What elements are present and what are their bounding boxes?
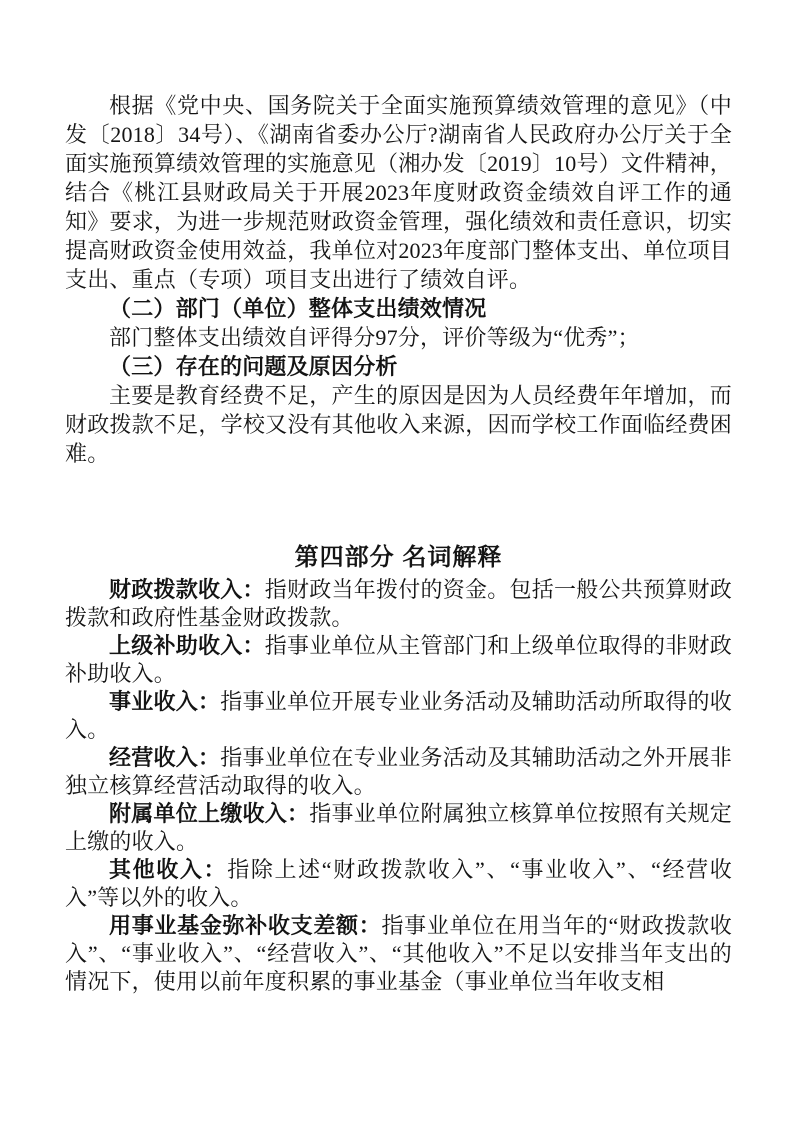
definition-item bbox=[65, 688, 732, 744]
section-title-part4: 第四部分 名词解释 bbox=[294, 544, 503, 571]
definition-item bbox=[65, 576, 732, 632]
definition-text: 指事业单位从主管部门和上级单位取得的非财政补助收入。 bbox=[65, 633, 732, 686]
definition-item bbox=[65, 912, 732, 996]
definition-item bbox=[65, 800, 732, 856]
definition-term: 事业收入： bbox=[109, 689, 221, 714]
definitions-list bbox=[65, 576, 732, 996]
definition-term: 经营收入： bbox=[109, 745, 221, 770]
definition-item bbox=[65, 744, 732, 800]
definition-term: 附属单位上缴收入： bbox=[109, 801, 310, 826]
page-content bbox=[65, 91, 732, 996]
definition-text: 指事业单位附属独立核算单位按照有关规定上缴的收入。 bbox=[65, 801, 732, 854]
definition-text: 指除上述“财政拨款收入”、“事业收入”、“经营收入”等以外的收入。 bbox=[65, 857, 732, 910]
definition-item bbox=[65, 632, 732, 688]
definition-term: 用事业基金弥补收支差额： bbox=[109, 913, 382, 938]
intro-paragraph: 根据《党中央、国务院关于全面实施预算绩效管理的意见》（中发〔2018〕34号）、《湖南省委办公厅?湖南省人民政府办公厅关于全面实施预算绩效管理的实施意见（湘办发〔2019〕10号）文件精神，结合《桃江县财政局关于开展2023年度财政资金绩效自评工作的通知》要求，为进一步规范财政资金管理，强化绩效和责任意识，切实提高财政资金使用效益，我单位对2023年度部门整体支出、单位项目支出、重点（专项）项目支出进行了绩效自评。 bbox=[65, 93, 732, 292]
problems-analysis-paragraph: 主要是教育经费不足，产生的原因是因为人员经费年年增加，而财政拨款不足，学校又没有其他收入来源，因而学校工作面临经费困难。 bbox=[65, 383, 732, 466]
definition-term: 财政拨款收入： bbox=[109, 577, 265, 602]
definition-text: 指事业单位开展专业业务活动及辅助活动所取得的收入。 bbox=[65, 689, 732, 742]
overall-performance-paragraph: 部门整体支出绩效自评得分97分，评价等级为“优秀”； bbox=[109, 325, 640, 350]
definition-text: 指事业单位在专业业务活动及其辅助活动之外开展非独立核算经营活动取得的收入。 bbox=[65, 745, 732, 798]
definition-term: 上级补助收入： bbox=[109, 633, 265, 658]
definition-text: 指财政当年拨付的资金。包括一般公共预算财政拨款和政府性基金财政拨款。 bbox=[65, 577, 732, 630]
definition-term: 其他收入： bbox=[109, 857, 228, 882]
subsection-heading-problems-analysis: （三）存在的问题及原因分析 bbox=[109, 354, 398, 379]
definition-text: 指事业单位在用当年的“财政拨款收入”、“事业收入”、“经营收入”、“其他收入”不足以安排当年支出的情况下，使用以前年度积累的事业基金（事业单位当年收支相 bbox=[65, 913, 733, 994]
definition-item bbox=[65, 856, 732, 912]
subsection-heading-overall-performance: （二）部门（单位）整体支出绩效情况 bbox=[109, 296, 487, 321]
